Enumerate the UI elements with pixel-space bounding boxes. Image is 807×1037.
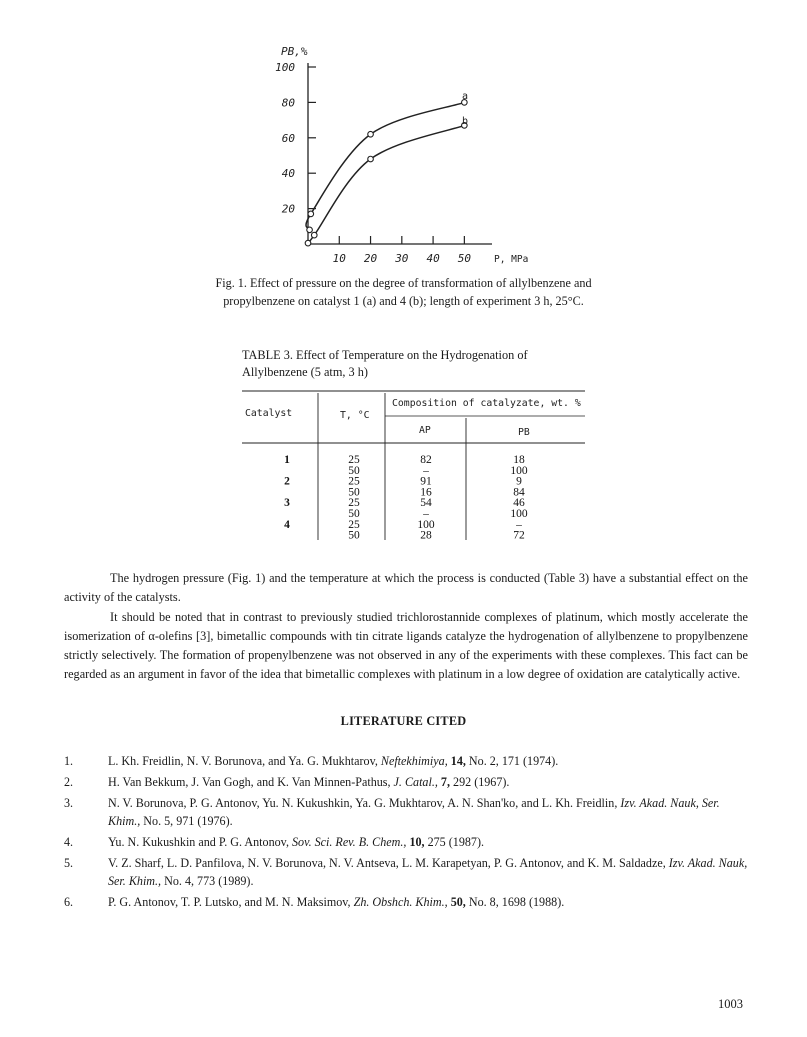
table-title-line: TABLE 3. Effect of Temperature on the Hydrogenation of	[242, 348, 528, 362]
reference-item	[64, 854, 754, 890]
paragraph: The hydrogen pressure (Fig. 1) and the temperature at which the process is conducted (Table 3) have a substantial effect on the activity of the catalysts.	[64, 571, 748, 604]
reference-volume: 50,	[450, 895, 466, 909]
literature-heading: LITERATURE CITED	[340, 714, 467, 728]
reference-item	[64, 893, 754, 911]
cell-pb: 84	[513, 486, 525, 499]
reference-journal: Sov. Sci. Rev. B. Chem.,	[292, 835, 407, 849]
cell-catalyst: 2	[284, 475, 290, 488]
reference-volume: 10,	[409, 835, 425, 849]
cell-catalyst: 4	[284, 518, 290, 531]
cell-pb: 72	[513, 529, 525, 542]
header-temperature: T, °C	[340, 410, 370, 421]
cell-temperature: 25	[348, 475, 360, 488]
reference-journal: Neftekhimiya,	[380, 754, 448, 768]
cell-pb: –	[516, 518, 522, 531]
reference-item	[64, 773, 754, 791]
reference-volume: 14,	[450, 754, 466, 768]
y-tick-label: 20	[281, 202, 295, 216]
cell-ap: 82	[420, 454, 432, 466]
reference-journal: Izv. Akad. Nauk, Ser. Khim.,	[108, 796, 720, 828]
reference-number: 1.	[64, 754, 74, 768]
paragraph: It should be noted that in contrast to previously studied trichlorostannide complexes of platinum, which mostly accelerate the isomerization of α-olefins [3], bimetallic compounds with tin citrate ligands catalyze the hydrogenation of allylbenzene to propylbenzene strictly selectively. The formation of propenylbenzene was not observed in any of the experiments with these complexes. This fact can be regarded as an argument in favor of the idea that bimetallic complexes with platinum in a low degree of oxidation are catalytically active.	[64, 610, 748, 681]
reference-authors: H. Van Bekkum, J. Van Gogh, and K. Van Minnen-Pathus,	[108, 775, 394, 789]
header-composition: Composition of catalyzate, wt. %	[392, 398, 581, 409]
reference-details: No. 2, 171 (1974).	[465, 754, 559, 768]
cell-temperature: 50	[348, 529, 360, 542]
caption-line: propylbenzene on catalyst 1 (a) and 4 (b); length of experiment 3 h, 25°C.	[223, 294, 584, 308]
reference-authors: P. G. Antonov, T. P. Lutsko, and M. N. Maksimov,	[108, 895, 354, 909]
reference-journal: Izv. Akad. Nauk, Ser. Khim.,	[108, 856, 748, 888]
x-tick-label: 50	[457, 252, 471, 265]
reference-journal: Zh. Obshch. Khim.,	[353, 895, 448, 909]
header-pb: PB	[518, 427, 530, 438]
reference-authors: Yu. N. Kukushkin and P. G. Antonov,	[108, 835, 292, 849]
reference-number: 2.	[64, 775, 74, 789]
reference-authors: V. Z. Sharf, L. D. Panfilova, N. V. Borunova, N. V. Antseva, L. M. Karapetyan, P. G. Antonov, and K. M. Saldadze,	[108, 856, 669, 870]
reference-details: 292 (1967).	[450, 775, 510, 789]
reference-item	[64, 794, 754, 830]
cell-temperature: 25	[348, 518, 360, 531]
reference-journal: J. Catal.,	[393, 775, 438, 789]
cell-pb: 18	[513, 454, 525, 466]
cell-pb: 9	[516, 475, 522, 488]
y-tick-label: 40	[281, 167, 295, 181]
cell-temperature: 25	[348, 497, 360, 510]
cell-temperature: 50	[348, 486, 360, 499]
reference-authors: N. V. Borunova, P. G. Antonov, Yu. N. Kukushkin, Ya. G. Mukhtarov, A. N. Shan'ko, and L. Kh. Freidlin,	[108, 796, 621, 810]
reference-volume: 7,	[440, 775, 450, 789]
y-tick-label: 80	[281, 96, 295, 110]
cell-catalyst: 1	[284, 454, 290, 466]
cell-ap: 91	[420, 475, 432, 488]
reference-list	[64, 752, 754, 914]
table-title-line: Allylbenzene (5 atm, 3 h)	[242, 365, 369, 379]
y-axis-label: PB,%	[281, 45, 308, 58]
series-label-a: a	[462, 91, 469, 102]
reference-number: 4.	[64, 835, 74, 849]
cell-ap: 54	[420, 497, 432, 510]
reference-number: 6.	[64, 895, 74, 909]
reference-details: No. 8, 1698 (1988).	[465, 895, 565, 909]
x-tick-label: 40	[426, 252, 440, 265]
reference-item	[64, 833, 754, 851]
reference-authors: L. Kh. Freidlin, N. V. Borunova, and Ya. G. Mukhtarov,	[108, 754, 381, 768]
x-tick-label: 10	[332, 252, 346, 265]
reference-number: 5.	[64, 856, 74, 870]
table-body	[284, 454, 528, 542]
x-axis-label: P, MPa	[494, 254, 529, 265]
cell-temperature: 50	[348, 464, 360, 477]
cell-pb: 46	[513, 497, 525, 510]
series-label-b: b	[462, 116, 469, 127]
cell-ap: –	[423, 464, 429, 477]
cell-pb: 100	[510, 508, 528, 520]
reference-details: 275 (1987).	[424, 835, 485, 849]
x-tick-label: 20	[363, 252, 378, 265]
reference-item	[64, 752, 754, 770]
header-ap: AP	[419, 425, 431, 436]
cell-catalyst: 3	[284, 497, 290, 510]
caption-line: Fig. 1. Effect of pressure on the degree of transformation of allylbenzene and	[215, 276, 592, 290]
cell-ap: 16	[420, 486, 432, 499]
cell-ap: –	[423, 508, 429, 520]
reference-details: No. 5, 971 (1976).	[140, 814, 233, 828]
y-tick-label: 60	[281, 131, 295, 145]
y-tick-label: 100	[275, 61, 295, 74]
cell-ap: 28	[420, 529, 432, 542]
page-number: 1003	[718, 997, 743, 1011]
cell-ap: 100	[417, 518, 435, 531]
reference-number: 3.	[64, 796, 74, 810]
cell-pb: 100	[510, 464, 528, 477]
cell-temperature: 25	[348, 454, 360, 466]
reference-details: No. 4, 773 (1989).	[161, 874, 254, 888]
header-catalyst: Catalyst	[245, 408, 293, 419]
cell-temperature: 50	[348, 508, 360, 520]
x-tick-label: 30	[395, 252, 409, 265]
